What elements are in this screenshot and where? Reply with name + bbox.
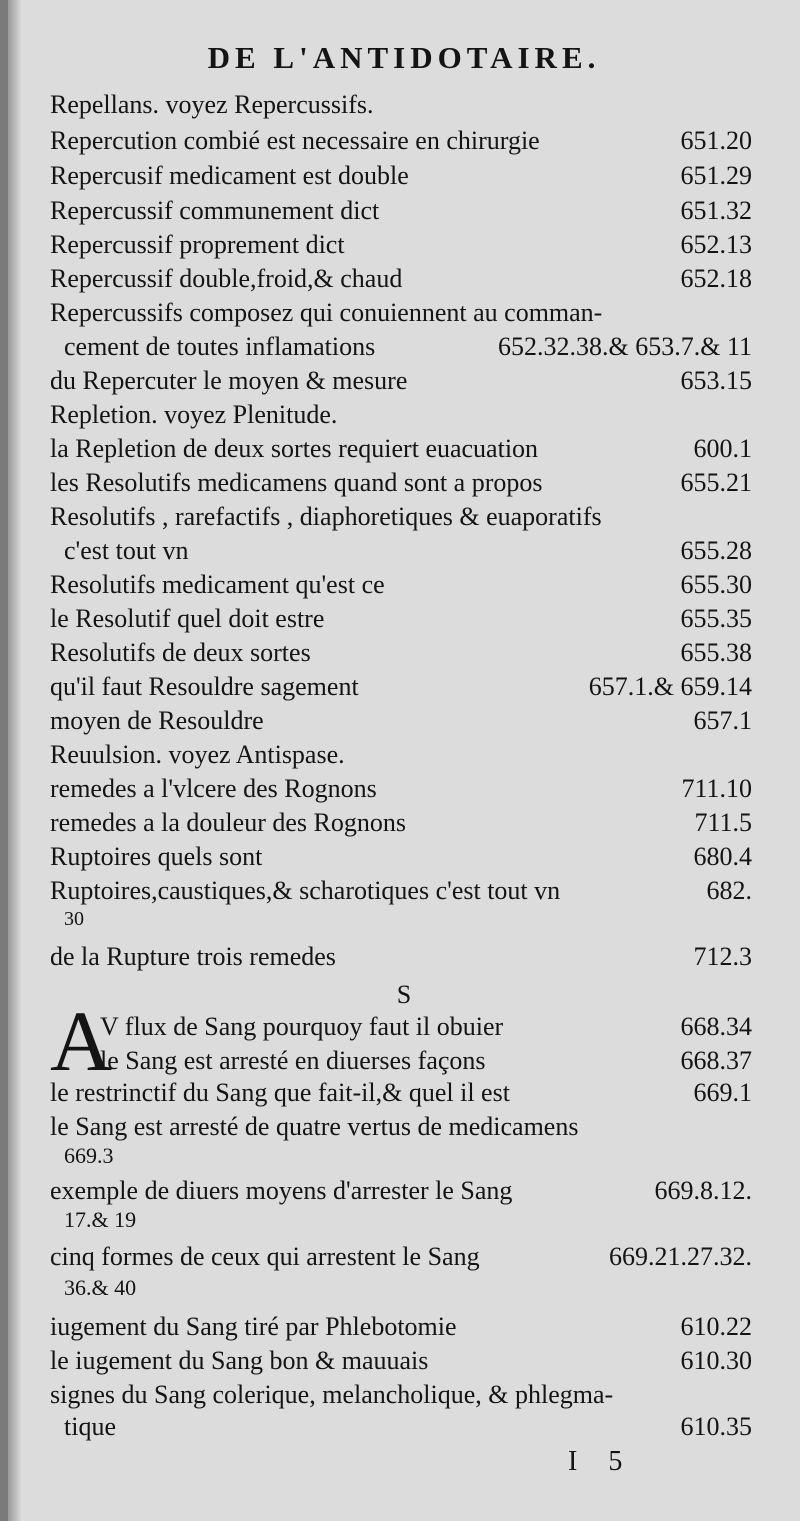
entry-text: Repercussif communement dict	[50, 196, 380, 225]
entry-text: 17.& 19	[64, 1207, 137, 1232]
index-entry	[50, 704, 752, 738]
index-entry	[50, 124, 752, 158]
entry-text: les Resolutifs medicamens quand sont a propos	[50, 468, 543, 497]
entry-text: remedes a la douleur des Rognons	[50, 808, 406, 837]
entry-ref: 712.3	[693, 942, 752, 971]
entry-ref: 651.29	[680, 161, 752, 190]
index-entry	[50, 159, 752, 193]
entry-text: qu'il faut Resouldre sagement	[50, 672, 359, 701]
index-entry	[50, 874, 752, 908]
entry-ref: 669.1	[693, 1078, 752, 1107]
index-entry	[50, 568, 752, 602]
entry-text: cement de toutes inflamations	[64, 332, 376, 361]
entry-text: le restrinctif du Sang que fait-il,& quel il est	[50, 1078, 510, 1107]
index-entry	[50, 466, 752, 500]
entry-text: Repletion. voyez Plenitude.	[50, 400, 338, 429]
book-page	[8, 0, 800, 1521]
index-entry	[50, 636, 752, 670]
entry-ref: 600.1	[693, 434, 752, 463]
index-entry	[50, 1344, 752, 1378]
entry-text: Repercussif proprement dict	[50, 230, 345, 259]
entry-ref: 668.34	[680, 1012, 752, 1041]
entry-ref: 655.35	[680, 604, 752, 633]
entry-text: le Resolutif quel doit estre	[50, 604, 325, 633]
entry-text: signes du Sang colerique, melancholique, & phlegma-	[50, 1380, 614, 1409]
index-entry	[50, 1378, 752, 1412]
index-entry	[50, 296, 752, 330]
entry-ref: 651.32	[680, 196, 752, 225]
entry-text: Repellans. voyez Repercussifs.	[50, 90, 374, 119]
entry-text: moyen de Resouldre	[50, 706, 264, 735]
index-entry	[50, 738, 752, 772]
index-entry	[50, 602, 752, 636]
entry-ref: 652.13	[680, 230, 752, 259]
index-entry	[50, 1142, 752, 1170]
entry-ref: 711.10	[681, 774, 752, 803]
index-entry	[50, 194, 752, 228]
entry-text: remedes a l'vlcere des Rognons	[50, 774, 377, 803]
index-entry	[50, 534, 752, 568]
index-entry	[50, 330, 752, 364]
entry-ref: 682.	[706, 876, 752, 905]
index-entry	[50, 1310, 752, 1344]
entry-text: tique	[64, 1412, 116, 1441]
index-entry	[50, 670, 752, 704]
entry-ref: 669.21.27.32.	[609, 1242, 752, 1271]
index-entry	[50, 364, 752, 398]
index-entry	[50, 772, 752, 806]
entry-text: 669.3	[64, 1143, 114, 1168]
index-entry	[50, 940, 752, 974]
index-entry	[50, 1274, 752, 1302]
index-entry	[50, 1206, 752, 1234]
index-entry	[50, 1240, 752, 1274]
drop-cap-letter: A	[50, 993, 113, 1089]
index-entry	[50, 1010, 752, 1044]
entry-ref: 652.18	[680, 264, 752, 293]
index-entry	[50, 840, 752, 874]
entry-text: Repercution combié est necessaire en chirurgie	[50, 126, 540, 155]
running-head: DE L'ANTIDOTAIRE.	[207, 40, 601, 75]
entry-ref: 668.37	[680, 1046, 752, 1075]
entry-text: Repercusif medicament est double	[50, 161, 409, 190]
entry-text: le Sang est arresté de quatre vertus de medicamens	[50, 1112, 579, 1141]
index-entry	[50, 500, 752, 534]
entry-text: le Sang est arresté en diuerses façons	[100, 1046, 486, 1075]
entry-text: de la Rupture trois remedes	[50, 942, 336, 971]
entry-ref: 652.32.38.& 653.7.& 11	[498, 332, 752, 361]
entry-text: V flux de Sang pourquoy faut il obuier	[100, 1012, 504, 1041]
index-entry	[50, 228, 752, 262]
index-entry	[50, 906, 752, 932]
index-entry	[50, 806, 752, 840]
entry-ref: 680.4	[693, 842, 752, 871]
entry-text: Ruptoires quels sont	[50, 842, 263, 871]
entry-ref: 651.20	[680, 126, 752, 155]
index-entry	[50, 262, 752, 296]
index-entry	[50, 1044, 752, 1078]
entry-ref: 653.15	[680, 366, 752, 395]
entry-ref: 711.5	[694, 808, 752, 837]
section-letter-heading: S	[396, 980, 412, 1009]
entry-text: la Repletion de deux sortes requiert euacuation	[50, 434, 539, 463]
entry-ref: 655.38	[680, 638, 752, 667]
index-entry	[50, 1110, 752, 1144]
entry-ref: 610.30	[680, 1346, 752, 1375]
entry-text: Ruptoires,caustiques,& scharotiques c'est tout vn	[50, 876, 561, 905]
entry-text: Resolutifs , rarefactifs , diaphoretiques & euaporatifs	[50, 502, 602, 531]
entry-text: Repercussifs composez qui conuiennent au comman-	[50, 298, 603, 327]
entry-ref: 669.8.12.	[654, 1176, 752, 1205]
entry-ref: 655.28	[680, 536, 752, 565]
entry-ref: 610.35	[680, 1412, 752, 1441]
entry-text: c'est tout vn	[64, 536, 189, 565]
index-entry	[50, 1076, 752, 1110]
entry-text: Resolutifs medicament qu'est ce	[50, 570, 385, 599]
entry-text: le iugement du Sang bon & mauuais	[50, 1346, 429, 1375]
entry-ref: 655.30	[680, 570, 752, 599]
index-entry	[50, 1174, 752, 1208]
index-entry	[50, 398, 752, 432]
entry-text: Reuulsion. voyez Antispase.	[50, 740, 345, 769]
entry-ref: 657.1.& 659.14	[588, 672, 752, 701]
index-entry	[50, 88, 752, 122]
entry-text: Resolutifs de deux sortes	[50, 638, 311, 667]
entry-text: cinq formes de ceux qui arrestent le Sang	[50, 1242, 480, 1271]
entry-text: iugement du Sang tiré par Phlebotomie	[50, 1312, 457, 1341]
index-entry	[50, 432, 752, 466]
entry-text: 30	[64, 908, 84, 930]
entry-text: 36.& 40	[64, 1275, 137, 1300]
entry-text: du Repercuter le moyen & mesure	[50, 366, 408, 395]
entry-ref: 657.1	[693, 706, 752, 735]
entry-text: Repercussif double,froid,& chaud	[50, 264, 403, 293]
entry-ref: 655.21	[680, 468, 752, 497]
signature-mark: I 5	[568, 1446, 635, 1477]
entry-text: exemple de diuers moyens d'arrester le Sang	[50, 1176, 513, 1205]
entry-ref: 610.22	[680, 1312, 752, 1341]
index-entry	[50, 1410, 752, 1444]
